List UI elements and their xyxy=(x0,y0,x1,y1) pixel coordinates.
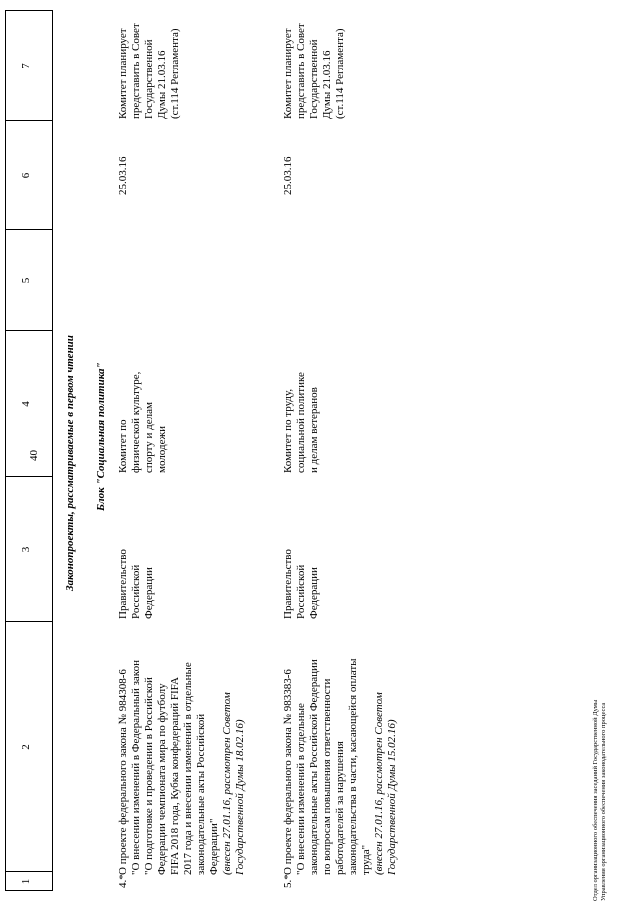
note-line: (внесен 27.01.16, рассмотрен Советом xyxy=(221,692,233,875)
committee-line: спорту и делам xyxy=(143,402,155,473)
row-committee xyxy=(117,372,169,473)
row-date: 25.03.16 xyxy=(117,156,129,195)
description-line: по вопросам повышения ответственности xyxy=(321,678,333,875)
col-number-7: 7 xyxy=(20,63,32,69)
plan-line: Комитет планирует xyxy=(282,28,294,119)
col-number-3: 3 xyxy=(20,546,32,553)
committee-line: физической культуре, xyxy=(130,371,142,473)
initiator-line: Российской xyxy=(295,564,307,619)
page-number: 40 xyxy=(28,450,40,461)
committee-line: социальной политике xyxy=(295,372,307,473)
row-date: 25.03.16 xyxy=(282,156,294,195)
description-line: О проекте федерального закона № 983383-6 xyxy=(282,669,294,875)
row-initiator xyxy=(117,549,156,619)
plan-line: Думы 21.03.16 xyxy=(156,50,168,119)
description-line: законодательные акты Российской Федерации xyxy=(308,659,320,875)
row-committee xyxy=(282,372,321,473)
committee-line: Комитет по труду, xyxy=(282,388,294,473)
description-line: труда" xyxy=(360,844,372,875)
col-number-6: 6 xyxy=(20,172,32,179)
description-line: законодательства в части, касающейся оплаты xyxy=(347,658,359,875)
initiator-line: Федерации xyxy=(308,567,320,619)
header-bottom-border xyxy=(52,11,53,891)
description-line: Федерации" xyxy=(208,818,220,875)
description-line: работодателей за нарушения xyxy=(334,741,346,875)
initiator-line: Федерации xyxy=(143,567,155,619)
col-number-4: 4 xyxy=(20,401,32,407)
committee-line: Комитет по xyxy=(117,419,129,473)
header-top-border xyxy=(5,11,6,891)
initiator-line: Российской xyxy=(130,564,142,619)
plan-line: Комитет планирует xyxy=(117,28,129,119)
row-description xyxy=(117,660,247,875)
page-footer xyxy=(592,700,608,901)
initiator-line: Правительство xyxy=(117,549,129,619)
row-plan xyxy=(117,23,182,119)
note-line: Государственной Думы 15.02.16) xyxy=(386,719,398,875)
description-line: законодательные акты Российской xyxy=(195,713,207,875)
note-line: Государственной Думы 18.02.16) xyxy=(234,719,246,875)
row-initiator xyxy=(282,549,321,619)
row-number: 4.* xyxy=(117,874,129,888)
description-line: "О внесении изменений в отдельные xyxy=(295,703,307,875)
row-plan xyxy=(282,23,347,119)
footer-line: Отдел организационного обеспечения заседаний Государственной Думы xyxy=(592,699,599,901)
block-title: Блок "Социальная политика" xyxy=(95,362,107,511)
plan-line: представить в Совет xyxy=(130,23,142,119)
plan-line: (ст.114 Регламента) xyxy=(334,28,346,119)
description-line: Федерации чемпионата мира по футболу xyxy=(156,683,168,875)
committee-line: молодежи xyxy=(156,426,168,473)
description-line: 2017 года и внесении изменений в отдельные xyxy=(182,662,194,875)
col-number-2: 2 xyxy=(20,744,32,750)
col-number-1: 1 xyxy=(20,878,32,885)
footer-line: Управления организационного обеспечения законодательного процесса xyxy=(600,702,607,901)
section-title: Законопроекты, рассматриваемые в первом чтении xyxy=(64,335,76,591)
committee-line: и делам ветеранов xyxy=(308,387,320,473)
row-description xyxy=(282,658,399,875)
plan-line: Государственной xyxy=(308,39,320,119)
description-line: "О внесении изменений в Федеральный закон xyxy=(130,660,142,875)
plan-line: Думы 21.03.16 xyxy=(321,50,333,119)
col-number-5: 5 xyxy=(20,277,32,284)
description-line: FIFA 2018 года, Кубка конфедераций FIFA xyxy=(169,677,181,875)
plan-line: представить в Совет xyxy=(295,23,307,119)
plan-line: (ст.114 Регламента) xyxy=(169,28,181,119)
note-line: (внесен 27.01.16, рассмотрен Советом xyxy=(373,692,385,875)
row-number: 5.* xyxy=(282,874,294,888)
initiator-line: Правительство xyxy=(282,549,294,619)
description-line: "О подготовке и проведении в Российской xyxy=(143,677,155,875)
description-line: О проекте федерального закона № 984308-6 xyxy=(117,669,129,875)
plan-line: Государственной xyxy=(143,39,155,119)
